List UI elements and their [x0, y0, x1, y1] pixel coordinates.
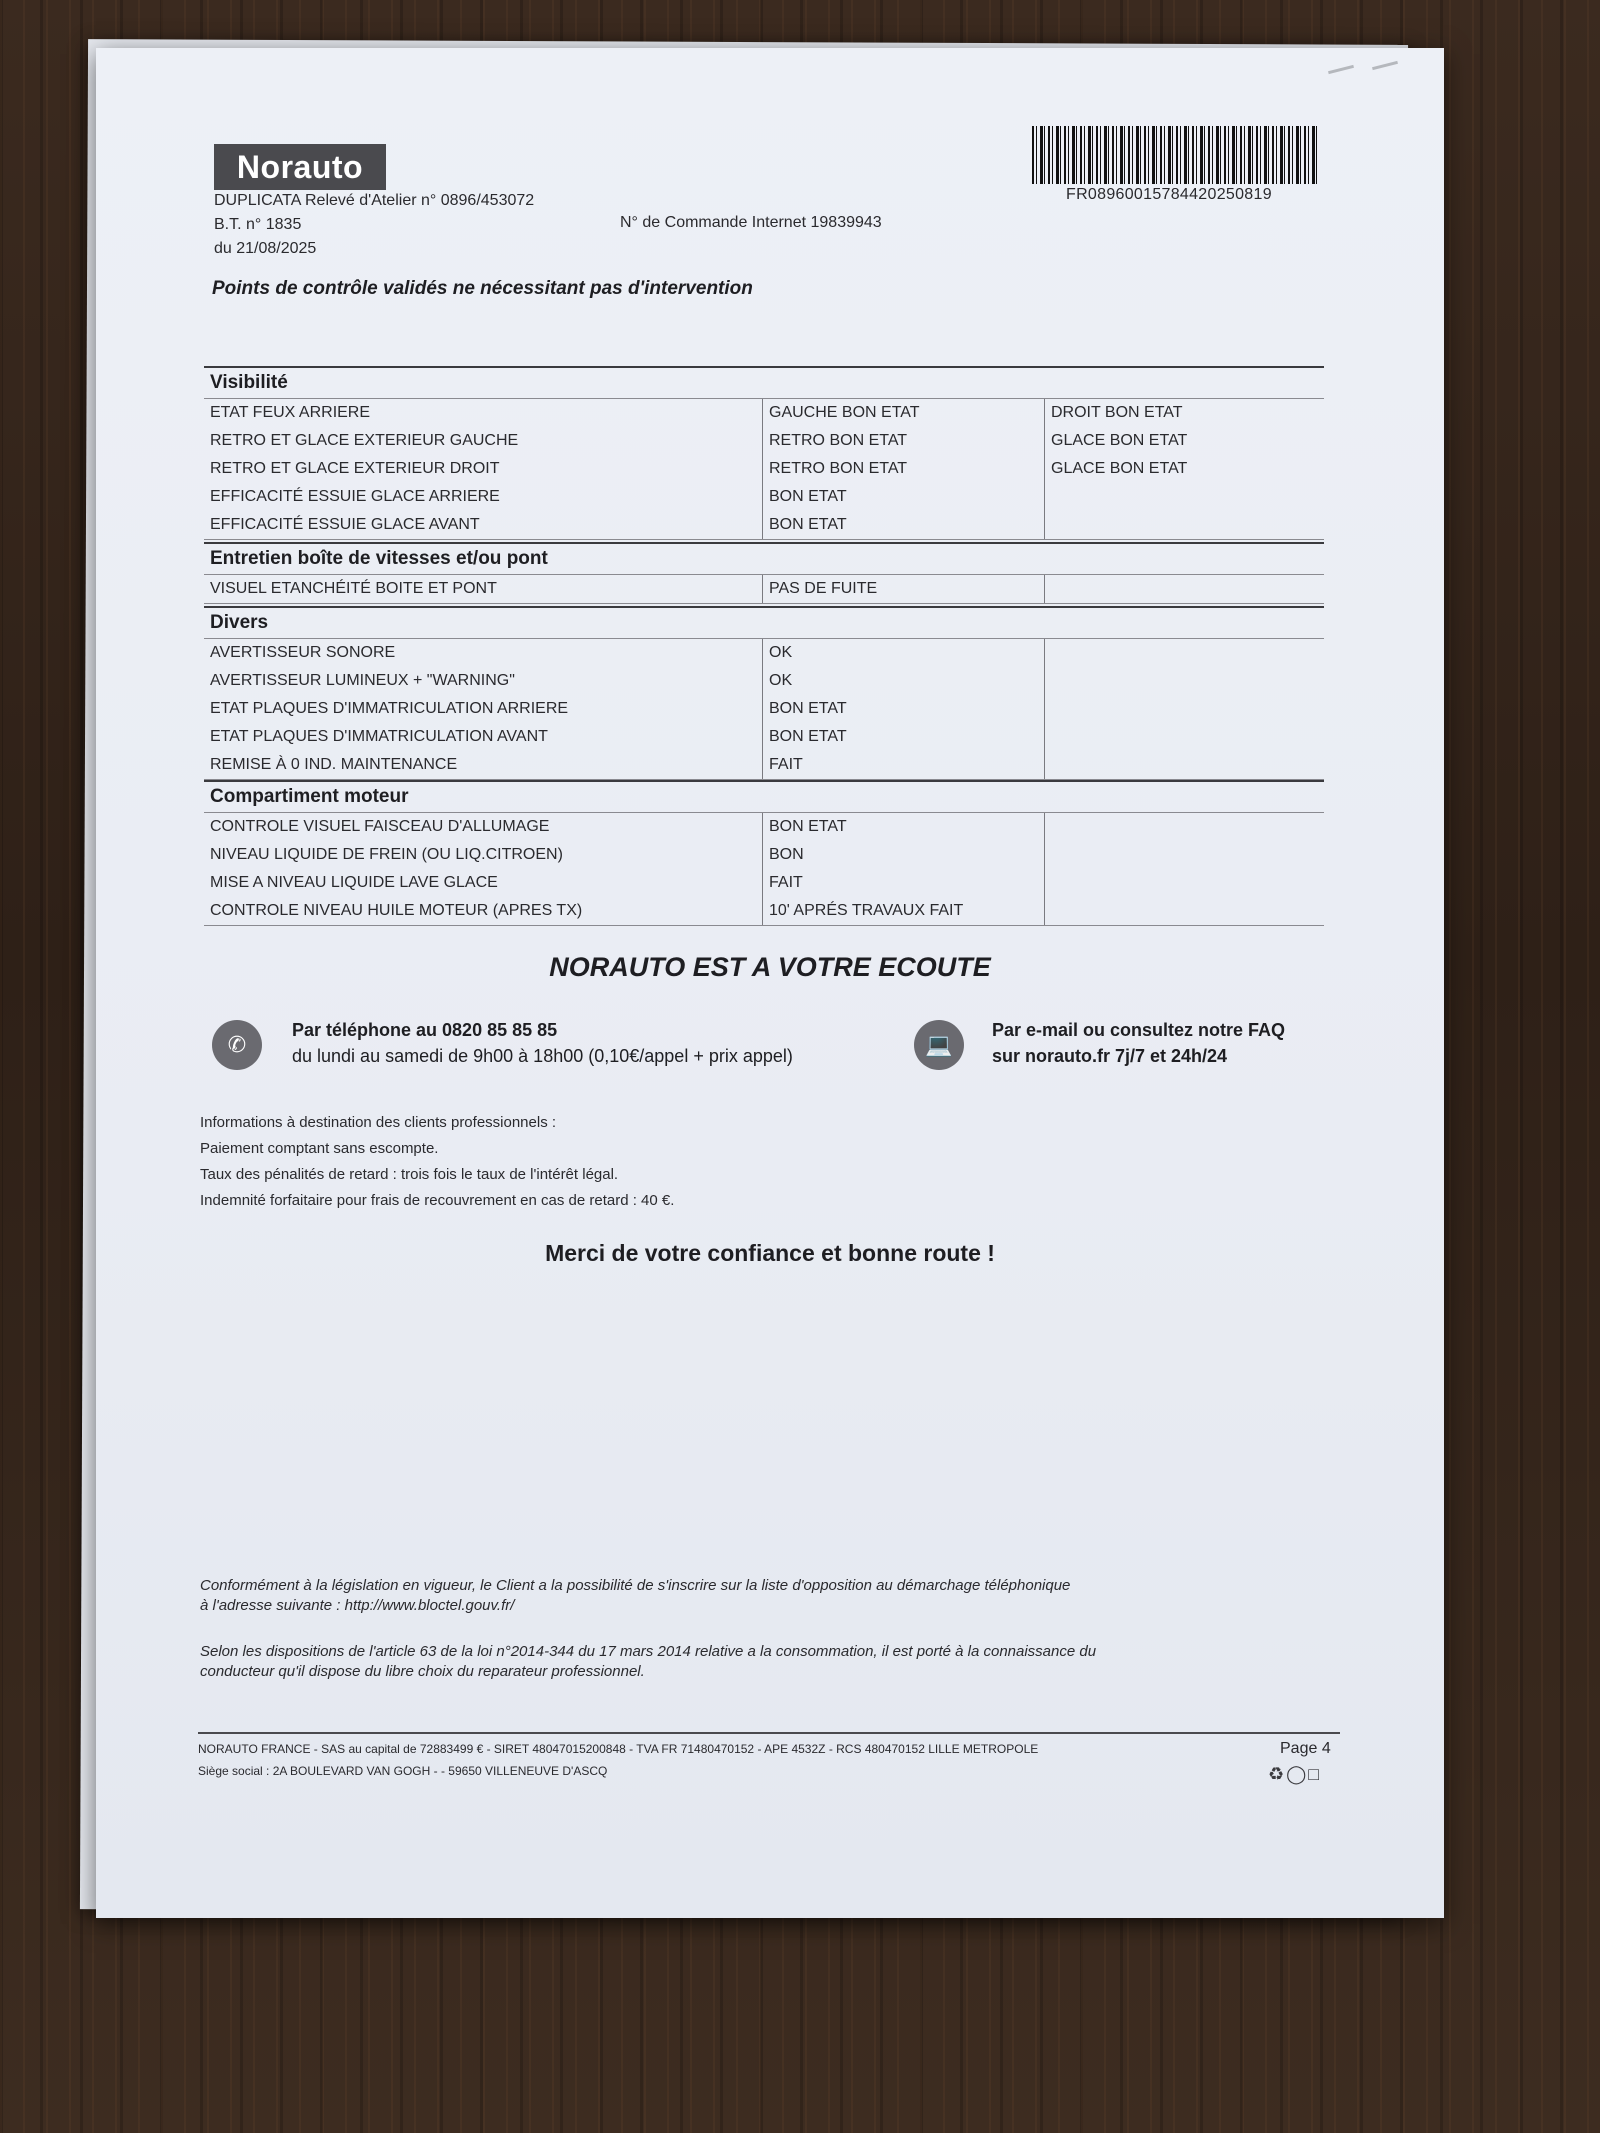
- bloctel-line: à l'adresse suivante : http://www.bloctel.gouv.fr/: [200, 1597, 515, 1614]
- check-item: MISE A NIVEAU LIQUIDE LAVE GLACE: [210, 874, 498, 891]
- commande-number: N° de Commande Internet 19839943: [620, 214, 882, 231]
- check-result: RETRO BON ETAT: [762, 427, 1044, 455]
- norauto-logo: Norauto: [214, 144, 386, 190]
- loi-line: conducteur qu'il dispose du libre choix du reparateur professionnel.: [200, 1663, 645, 1680]
- check-row: [204, 841, 1324, 869]
- check-row: [204, 897, 1324, 925]
- document-page: [96, 48, 1444, 1918]
- check-item: REMISE À 0 IND. MAINTENANCE: [210, 756, 458, 773]
- check-result: GLACE BON ETAT: [1044, 427, 1324, 455]
- group-title: Compartiment moteur: [204, 780, 1324, 812]
- check-row: [204, 399, 1324, 427]
- bt-number: B.T. n° 1835: [214, 216, 302, 233]
- check-result: GAUCHE BON ETAT: [762, 399, 1044, 427]
- check-row: [204, 575, 1324, 603]
- check-item: NIVEAU LIQUIDE DE FREIN (OU LIQ.CITROEN): [210, 846, 563, 863]
- document-date: du 21/08/2025: [214, 240, 317, 257]
- check-result: RETRO BON ETAT: [762, 455, 1044, 483]
- check-row: [204, 751, 1324, 779]
- check-row: [204, 813, 1324, 841]
- check-row: [204, 869, 1324, 897]
- check-item: RETRO ET GLACE EXTERIEUR DROIT: [210, 460, 500, 477]
- check-item: ETAT FEUX ARRIERE: [210, 404, 371, 421]
- check-result: [1044, 667, 1324, 695]
- check-row: [204, 639, 1324, 667]
- check-result: [1044, 575, 1324, 603]
- group-title: Divers: [204, 606, 1324, 638]
- check-result: OK: [762, 667, 1044, 695]
- siege-social: Siège social : 2A BOULEVARD VAN GOGH - - 59650 VILLENEUVE D'ASCQ: [198, 1764, 608, 1778]
- check-result: [1044, 897, 1324, 925]
- check-result: BON ETAT: [762, 723, 1044, 751]
- phone-icon: ✆: [212, 1020, 262, 1070]
- check-result: [1044, 751, 1324, 779]
- section-title: Points de contrôle validés ne nécessitant pas d'intervention: [212, 278, 753, 299]
- ecoute-title: NORAUTO EST A VOTRE ECOUTE: [549, 952, 991, 982]
- check-item: AVERTISSEUR LUMINEUX + "WARNING": [210, 672, 515, 689]
- laptop-icon: 💻: [914, 1020, 964, 1070]
- footer-divider: [198, 1732, 1340, 1734]
- check-item: CONTROLE VISUEL FAISCEAU D'ALLUMAGE: [210, 818, 550, 835]
- check-item: VISUEL ETANCHÉITÉ BOITE ET PONT: [210, 580, 497, 597]
- check-row: [204, 483, 1324, 511]
- info-line: Informations à destination des clients professionnels :: [200, 1114, 557, 1131]
- staple-mark: [1372, 61, 1398, 70]
- email-line: Par e-mail ou consultez notre FAQ: [992, 1020, 1286, 1040]
- check-result: BON ETAT: [762, 695, 1044, 723]
- duplicata-label: DUPLICATA Relevé d'Atelier n° 0896/453072: [214, 192, 535, 209]
- page-number: Page 4: [1280, 1740, 1331, 1757]
- check-row: [204, 695, 1324, 723]
- check-result: FAIT: [762, 751, 1044, 779]
- check-result: BON ETAT: [762, 813, 1044, 841]
- check-row: [204, 511, 1324, 539]
- check-row: [204, 427, 1324, 455]
- check-result: GLACE BON ETAT: [1044, 455, 1324, 483]
- check-result: [1044, 639, 1324, 667]
- check-row: [204, 723, 1324, 751]
- check-row: [204, 455, 1324, 483]
- bloctel-line: Conformément à la législation en vigueur, le Client a la possibilité de s'inscrire sur la liste d'opposition au démarchage téléphonique: [200, 1577, 1071, 1594]
- info-line: Indemnité forfaitaire pour frais de recouvrement en cas de retard : 40 €.: [200, 1192, 675, 1209]
- check-item: ETAT PLAQUES D'IMMATRICULATION AVANT: [210, 728, 548, 745]
- check-item: AVERTISSEUR SONORE: [210, 644, 396, 661]
- check-group: [204, 606, 1324, 780]
- check-group: [204, 780, 1324, 926]
- company-info: NORAUTO FRANCE - SAS au capital de 72883499 € - SIRET 48047015200848 - TVA FR 71480470152 - APE 4532Z - RCS 480470152 LILLE METROPOLE: [198, 1742, 1039, 1756]
- check-result: BON: [762, 841, 1044, 869]
- check-result: [1044, 511, 1324, 539]
- group-title: Entretien boîte de vitesses et/ou pont: [204, 542, 1324, 574]
- info-line: Paiement comptant sans escompte.: [200, 1140, 439, 1157]
- check-item: CONTROLE NIVEAU HUILE MOTEUR (APRES TX): [210, 902, 583, 919]
- check-result: [1044, 813, 1324, 841]
- phone-hours: du lundi au samedi de 9h00 à 18h00 (0,10€/appel + prix appel): [292, 1046, 793, 1066]
- staple-mark: [1328, 65, 1354, 74]
- check-result: DROIT BON ETAT: [1044, 399, 1324, 427]
- check-result: FAIT: [762, 869, 1044, 897]
- check-group: [204, 366, 1324, 540]
- recycle-icons: ♻◯□: [1268, 1764, 1322, 1784]
- barcode-number: FR0896001578442025081​9: [1066, 186, 1272, 203]
- check-result: OK: [762, 639, 1044, 667]
- check-result: [1044, 483, 1324, 511]
- email-site: sur norauto.fr 7j/7 et 24h/24: [992, 1046, 1228, 1066]
- thank-you-message: Merci de votre confiance et bonne route !: [545, 1240, 995, 1266]
- phone-line: Par téléphone au 0820 85 85 85: [292, 1020, 558, 1040]
- group-title: Visibilité: [204, 366, 1324, 398]
- loi-notice: [200, 1642, 1310, 1682]
- check-result: 10' APRÉS TRAVAUX FAIT: [762, 897, 1044, 925]
- check-item: EFFICACITÉ ESSUIE GLACE ARRIERE: [210, 488, 500, 505]
- check-result: [1044, 695, 1324, 723]
- check-result: [1044, 723, 1324, 751]
- check-group: [204, 542, 1324, 604]
- bloctel-notice: [200, 1576, 1310, 1616]
- check-item: ETAT PLAQUES D'IMMATRICULATION ARRIERE: [210, 700, 569, 717]
- check-result: PAS DE FUITE: [762, 575, 1044, 603]
- check-row: [204, 667, 1324, 695]
- check-item: EFFICACITÉ ESSUIE GLACE AVANT: [210, 516, 480, 533]
- barcode: [1032, 126, 1320, 184]
- check-item: RETRO ET GLACE EXTERIEUR GAUCHE: [210, 432, 519, 449]
- info-line: Taux des pénalités de retard : trois fois le taux de l'intérêt légal.: [200, 1166, 619, 1183]
- check-result: [1044, 869, 1324, 897]
- check-result: BON ETAT: [762, 511, 1044, 539]
- check-result: BON ETAT: [762, 483, 1044, 511]
- loi-line: Selon les dispositions de l'article 63 de la loi n°2014-344 du 17 mars 2014 relative a la consommation, il est porté à la connaissance du: [200, 1643, 1097, 1660]
- check-result: [1044, 841, 1324, 869]
